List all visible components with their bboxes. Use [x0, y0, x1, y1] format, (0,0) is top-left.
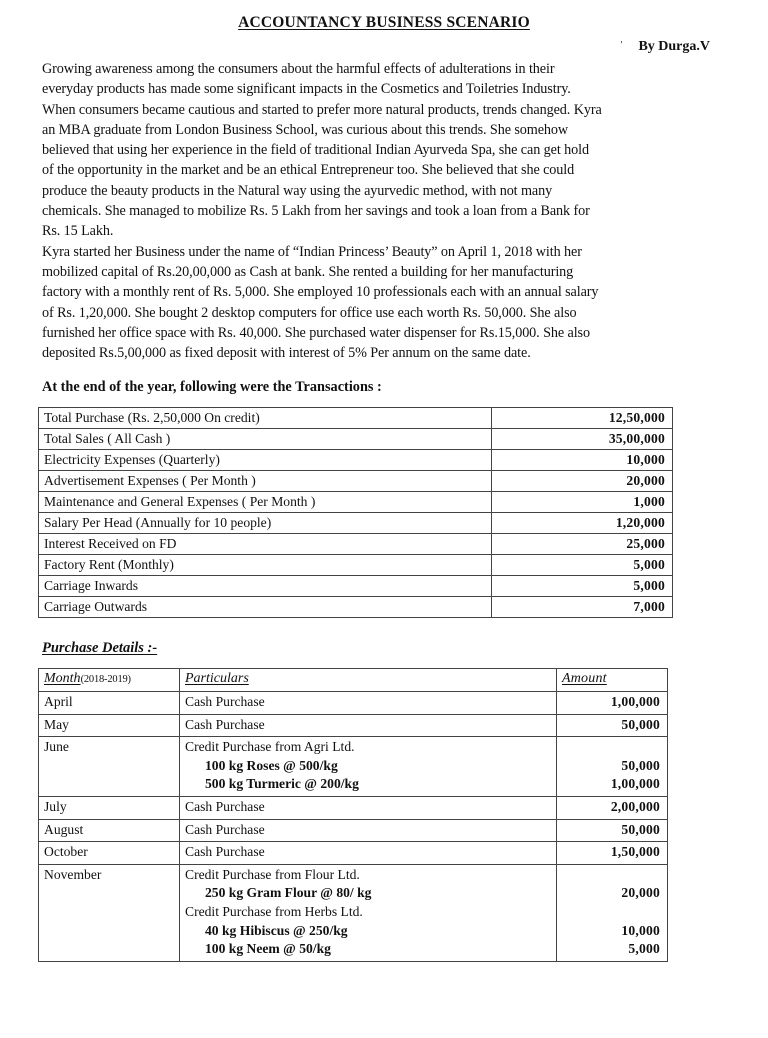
paragraph-line: When consumers became cautious and started to prefer more natural products, trends changed. Kyra — [42, 101, 602, 118]
transaction-amount: 25,000 — [492, 534, 673, 555]
transaction-label: Carriage Outwards — [39, 597, 492, 618]
transaction-amount: 7,000 — [492, 597, 673, 618]
paragraph-line: furnished her office space with Rs. 40,000. She purchased water dispenser for Rs.15,000. She also — [42, 324, 590, 341]
paragraph-line: Rs. 15 Lakh. — [42, 223, 114, 240]
transaction-label: Total Purchase (Rs. 2,50,000 On credit) — [39, 408, 492, 429]
purchase-month: July — [39, 797, 180, 820]
particulars-line: 40 kg Hibiscus @ 250/kg — [205, 922, 348, 938]
table-row — [39, 408, 673, 429]
table-header-row — [39, 669, 668, 692]
purchase-amount — [557, 864, 668, 961]
table-row — [39, 471, 673, 492]
particulars-line: Cash Purchase — [185, 821, 265, 837]
transaction-amount: 1,20,000 — [492, 513, 673, 534]
paragraph-line: chemicals. She managed to mobilize Rs. 5 Lakh from her savings and took a loan from a Bank for — [42, 203, 590, 220]
transaction-label: Carriage Inwards — [39, 576, 492, 597]
paragraph-line: produce the beauty products in the Natural way using the ayurvedic method, with not many — [42, 182, 553, 199]
particulars-line: 100 kg Roses @ 500/kg — [205, 757, 338, 773]
amount-line: 1,50,000 — [610, 844, 660, 860]
amount-line: 1,00,000 — [610, 694, 660, 710]
transaction-amount: 5,000 — [492, 576, 673, 597]
column-header-month-years: (2018-2019) — [80, 674, 131, 686]
paragraph-line: Kyra started her Business under the name of “Indian Princess’ Beauty” on April 1, 2018 with her — [42, 243, 582, 260]
purchase-amount — [557, 842, 668, 865]
table-row — [39, 819, 668, 842]
purchase-table-wrapper — [0, 668, 768, 961]
purchase-details-heading-text: Purchase Details :- — [42, 640, 158, 657]
purchase-particulars — [180, 797, 557, 820]
page-title-text: ACCOUNTANCY BUSINESS SCENARIO — [238, 14, 530, 31]
table-row — [39, 864, 668, 961]
amount-line-empty — [562, 866, 660, 885]
table-row — [39, 555, 673, 576]
transaction-label: Maintenance and General Expenses ( Per Month ) — [39, 492, 492, 513]
purchase-amount — [557, 819, 668, 842]
transactions-table — [38, 407, 673, 618]
paragraph-line: mobilized capital of Rs.20,00,000 as Cash at bank. She rented a building for her manufacturing — [42, 263, 574, 280]
transaction-label: Advertisement Expenses ( Per Month ) — [39, 471, 492, 492]
transaction-amount: 35,00,000 — [492, 429, 673, 450]
document-page — [0, 14, 768, 1038]
amount-line: 2,00,000 — [610, 799, 660, 815]
purchase-particulars — [180, 819, 557, 842]
purchase-amount — [557, 797, 668, 820]
paragraph-line: believed that using her experience in the field of traditional Indian Ayurveda Spa, she can get hold — [42, 142, 589, 159]
amount-line: 20,000 — [621, 885, 660, 901]
table-row — [39, 714, 668, 737]
scenario-paragraph — [0, 59, 768, 363]
amount-line-empty — [562, 903, 660, 922]
byline — [0, 39, 768, 55]
transaction-label: Interest Received on FD — [39, 534, 492, 555]
table-row — [39, 692, 668, 715]
paragraph-line: deposited Rs.5,00,000 as fixed deposit with interest of 5% Per annum on the same date. — [42, 345, 531, 362]
table-row — [39, 534, 673, 555]
purchase-month: June — [39, 737, 180, 797]
paragraph-line: of the opportunity in the market and be an ethical Entrepreneur too. She believed that she could — [42, 162, 575, 179]
column-header-particulars-label: Particulars — [185, 671, 249, 687]
transaction-label: Total Sales ( All Cash ) — [39, 429, 492, 450]
purchase-month: August — [39, 819, 180, 842]
purchase-month: April — [39, 692, 180, 715]
table-row — [39, 797, 668, 820]
table-row — [39, 597, 673, 618]
table-row — [39, 576, 673, 597]
purchase-particulars — [180, 737, 557, 797]
purchase-amount — [557, 692, 668, 715]
transactions-heading: At the end of the year, following were the Transactions : — [42, 379, 382, 396]
particulars-line: 250 kg Gram Flour @ 80/ kg — [205, 885, 372, 901]
purchase-particulars — [180, 864, 557, 961]
particulars-line: 500 kg Turmeric @ 200/kg — [205, 776, 359, 792]
amount-line: 50,000 — [621, 821, 660, 837]
amount-line: 1,00,000 — [610, 776, 660, 792]
purchase-details-heading — [0, 640, 768, 657]
byline-mark: ' — [620, 39, 623, 51]
transaction-label: Salary Per Head (Annually for 10 people) — [39, 513, 492, 534]
purchase-amount — [557, 714, 668, 737]
paragraph-line: everyday products has made some significant impacts in the Cosmetics and Toiletries Industry. — [42, 81, 571, 98]
particulars-line: Cash Purchase — [185, 716, 265, 732]
transaction-label: Electricity Expenses (Quarterly) — [39, 450, 492, 471]
paragraph-line: factory with a monthly rent of Rs. 5,000. She employed 10 professionals each with an annual salary — [42, 284, 599, 301]
purchase-month: May — [39, 714, 180, 737]
particulars-line: Credit Purchase from Flour Ltd. — [185, 866, 360, 882]
transaction-amount: 1,000 — [492, 492, 673, 513]
paragraph-line: an MBA graduate from London Business School, was curious about this trends. She somehow — [42, 121, 569, 138]
paragraph-line: of Rs. 1,20,000. She bought 2 desktop computers for office use each worth Rs. 50,000. She also — [42, 304, 577, 321]
purchase-particulars — [180, 692, 557, 715]
amount-line-empty — [562, 738, 660, 757]
column-header-particulars — [180, 669, 557, 692]
particulars-line: 100 kg Neem @ 50/kg — [205, 941, 331, 957]
purchase-month: October — [39, 842, 180, 865]
page-title — [0, 14, 768, 32]
column-header-amount — [557, 669, 668, 692]
column-header-month — [39, 669, 180, 692]
table-row — [39, 513, 673, 534]
transaction-amount: 10,000 — [492, 450, 673, 471]
particulars-line: Cash Purchase — [185, 799, 265, 815]
transaction-amount: 5,000 — [492, 555, 673, 576]
paragraph-line: Growing awareness among the consumers about the harmful effects of adulterations in their — [42, 61, 555, 77]
purchase-particulars — [180, 842, 557, 865]
purchase-details-table — [38, 668, 668, 961]
particulars-line: Cash Purchase — [185, 844, 265, 860]
byline-author: By Durga.V — [638, 39, 710, 54]
table-row — [39, 429, 673, 450]
particulars-line: Credit Purchase from Herbs Ltd. — [185, 903, 363, 919]
transaction-label: Factory Rent (Monthly) — [39, 555, 492, 576]
particulars-line: Credit Purchase from Agri Ltd. — [185, 739, 355, 755]
transaction-amount: 12,50,000 — [492, 408, 673, 429]
transaction-amount: 20,000 — [492, 471, 673, 492]
amount-line: 50,000 — [621, 757, 660, 773]
table-row — [39, 737, 668, 797]
table-row — [39, 842, 668, 865]
table-row — [39, 450, 673, 471]
purchase-particulars — [180, 714, 557, 737]
purchase-month: November — [39, 864, 180, 961]
column-header-month-label: Month — [44, 671, 81, 687]
transactions-table-wrapper — [0, 407, 768, 618]
amount-line: 50,000 — [621, 716, 660, 732]
amount-line: 10,000 — [621, 922, 660, 938]
purchase-amount — [557, 737, 668, 797]
table-row — [39, 492, 673, 513]
column-header-amount-label: Amount — [562, 671, 607, 687]
particulars-line: Cash Purchase — [185, 694, 265, 710]
amount-line: 5,000 — [628, 941, 660, 957]
